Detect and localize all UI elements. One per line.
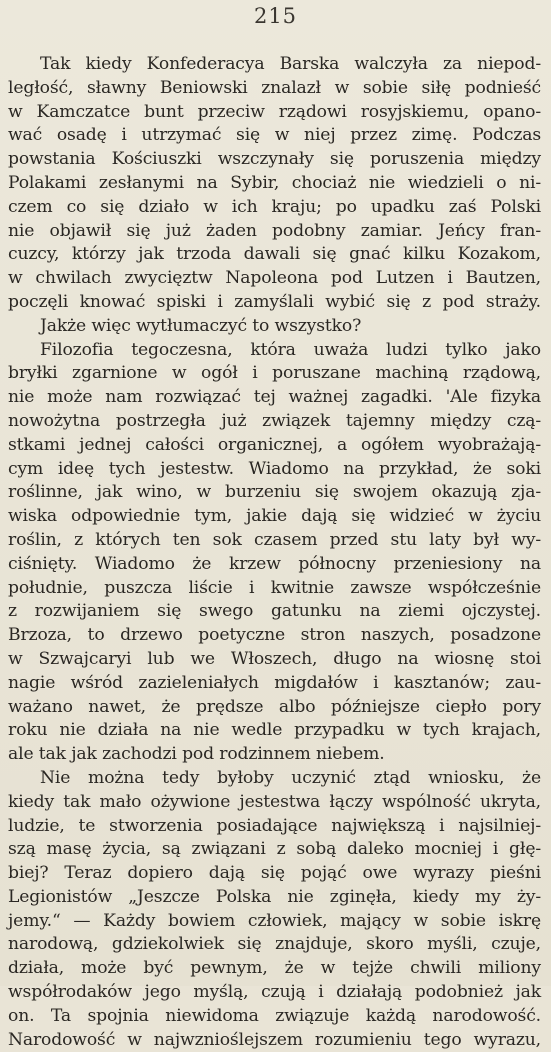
text-line: poczęli knować spiski i zamyślali wybić się z pod straży. [8,291,541,312]
text-line: Narodowość w najwznioślejszem rozumieniu tego wyrazu, [8,1029,541,1050]
text-line: cym ideę tych jestestw. Wiadomo na przykład, że soki [8,458,541,479]
text-line: w Szwajcaryi lub we Włoszech, długo na wiosnę stoi [8,648,541,669]
text-line: powstania Kościuszki wszczynały się poruszenia między [8,149,541,170]
text-line: roślinne, jak wino, w burzeniu się swojem okazują zja- [8,482,541,503]
text-line: Tak kiedy Konfederacya Barska walczyła za niepod- [40,54,541,74]
text-line: w Kamczatce bunt przeciw rządowi rosyjskiemu, opano- [8,101,541,122]
text-line: nie może nam rozwiązać tej ważnej zagadki. 'Ale fizyka [8,387,541,408]
text-line: biej? Teraz dopiero dają się pojąć owe wyrazy pieśni [8,863,541,884]
page-number: 215 [253,4,298,28]
text-line: ale tak jak zachodzi pod rodzinnem niebem. [8,744,385,765]
text-line: południe, puszcza liście i kwitnie zawsze współcześnie [8,577,541,598]
text-line: jemy.“ — Każdy bowiem człowiek, mający w sobie iskrę [8,910,541,931]
text-line: z rozwijaniem się swego gatunku na ziemi ojczystej. [8,601,541,622]
text-line: on. Ta spojnia niewidoma związuje każdą narodowość. [8,1005,541,1026]
text-line: Brzoza, to drzewo poetyczne stron naszych, posadzone [8,625,541,646]
text-line: nowożytna postrzegła już związek tajemny między czą- [8,410,541,431]
text-line: narodową, gdziekolwiek się znajduje, skoro myśli, czuje, [8,934,541,955]
text-line: współrodaków jego myślą, czują i działają podobnież jak [8,982,541,1003]
text-line: Jakże więc wytłumaczyć to wszystko? [40,315,362,336]
text-line: szą masę życia, są związani z sobą daleko mocniej i głę- [8,839,541,860]
text-line: ległość, sławny Beniowski znalazł w sobie siłę podnieść [8,77,541,98]
body-text [8,53,541,1052]
text-line: bryłki zgarnione w ogół i poruszane machiną rządową, [8,363,541,384]
text-line: nie objawił się już żaden podobny zamiar. Jeńcy fran- [8,220,541,241]
text-line: ludzie, te stworzenia posiadające największą i najsilniej- [8,815,541,836]
text-line: Filozofia tegoczesna, która uważa ludzi tylko jako [40,339,541,360]
text-line: roślin, z których ten sok czasem przed stu laty był wy- [8,529,541,550]
text-line: w chwilach zwycięztw Napoleona pod Lutzen i Bautzen, [8,268,541,289]
text-line: ciśnięty. Wiadomo że krzew północny przeniesiony na [8,553,541,574]
text-line: Nie można tedy byłoby uczynić ztąd wniosku, że [40,767,541,788]
text-line: ważano nawet, że prędsze albo późniejsze ciepło pory [8,696,541,717]
text-line: wać osadę i utrzymać się w niej przez zimę. Podczas [8,125,541,146]
text-line: nagie wśród zazieleniałych migdałów i kasztanów; zau- [8,672,541,693]
text-line: czem co się działo w ich kraju; po upadku zaś Polski [8,196,541,217]
text-line: cuzcy, którzy jak trzoda dawali się gnać kilku Kozakom, [8,244,541,265]
text-line: Polakami zesłanymi na Sybir, chociaż nie wiedzieli o ni- [8,172,541,193]
text-line: działa, może być pewnym, że w tejże chwili miliony [8,958,541,979]
text-line: wiska odpowiednie tym, jakie dają się widzieć w życiu [8,506,541,527]
text-line: stkami jednej całości organicznej, a ogółem wyobrażają- [8,434,541,455]
text-line: roku nie działa na nie wedle przypadku w tych krajach, [8,720,541,741]
text-line: Legionistów „Jeszcze Polska nie zginęła, kiedy my ży- [8,886,541,907]
text-line: kiedy tak mało ożywione jestestwa łączy wspólność ukryta, [8,791,541,812]
